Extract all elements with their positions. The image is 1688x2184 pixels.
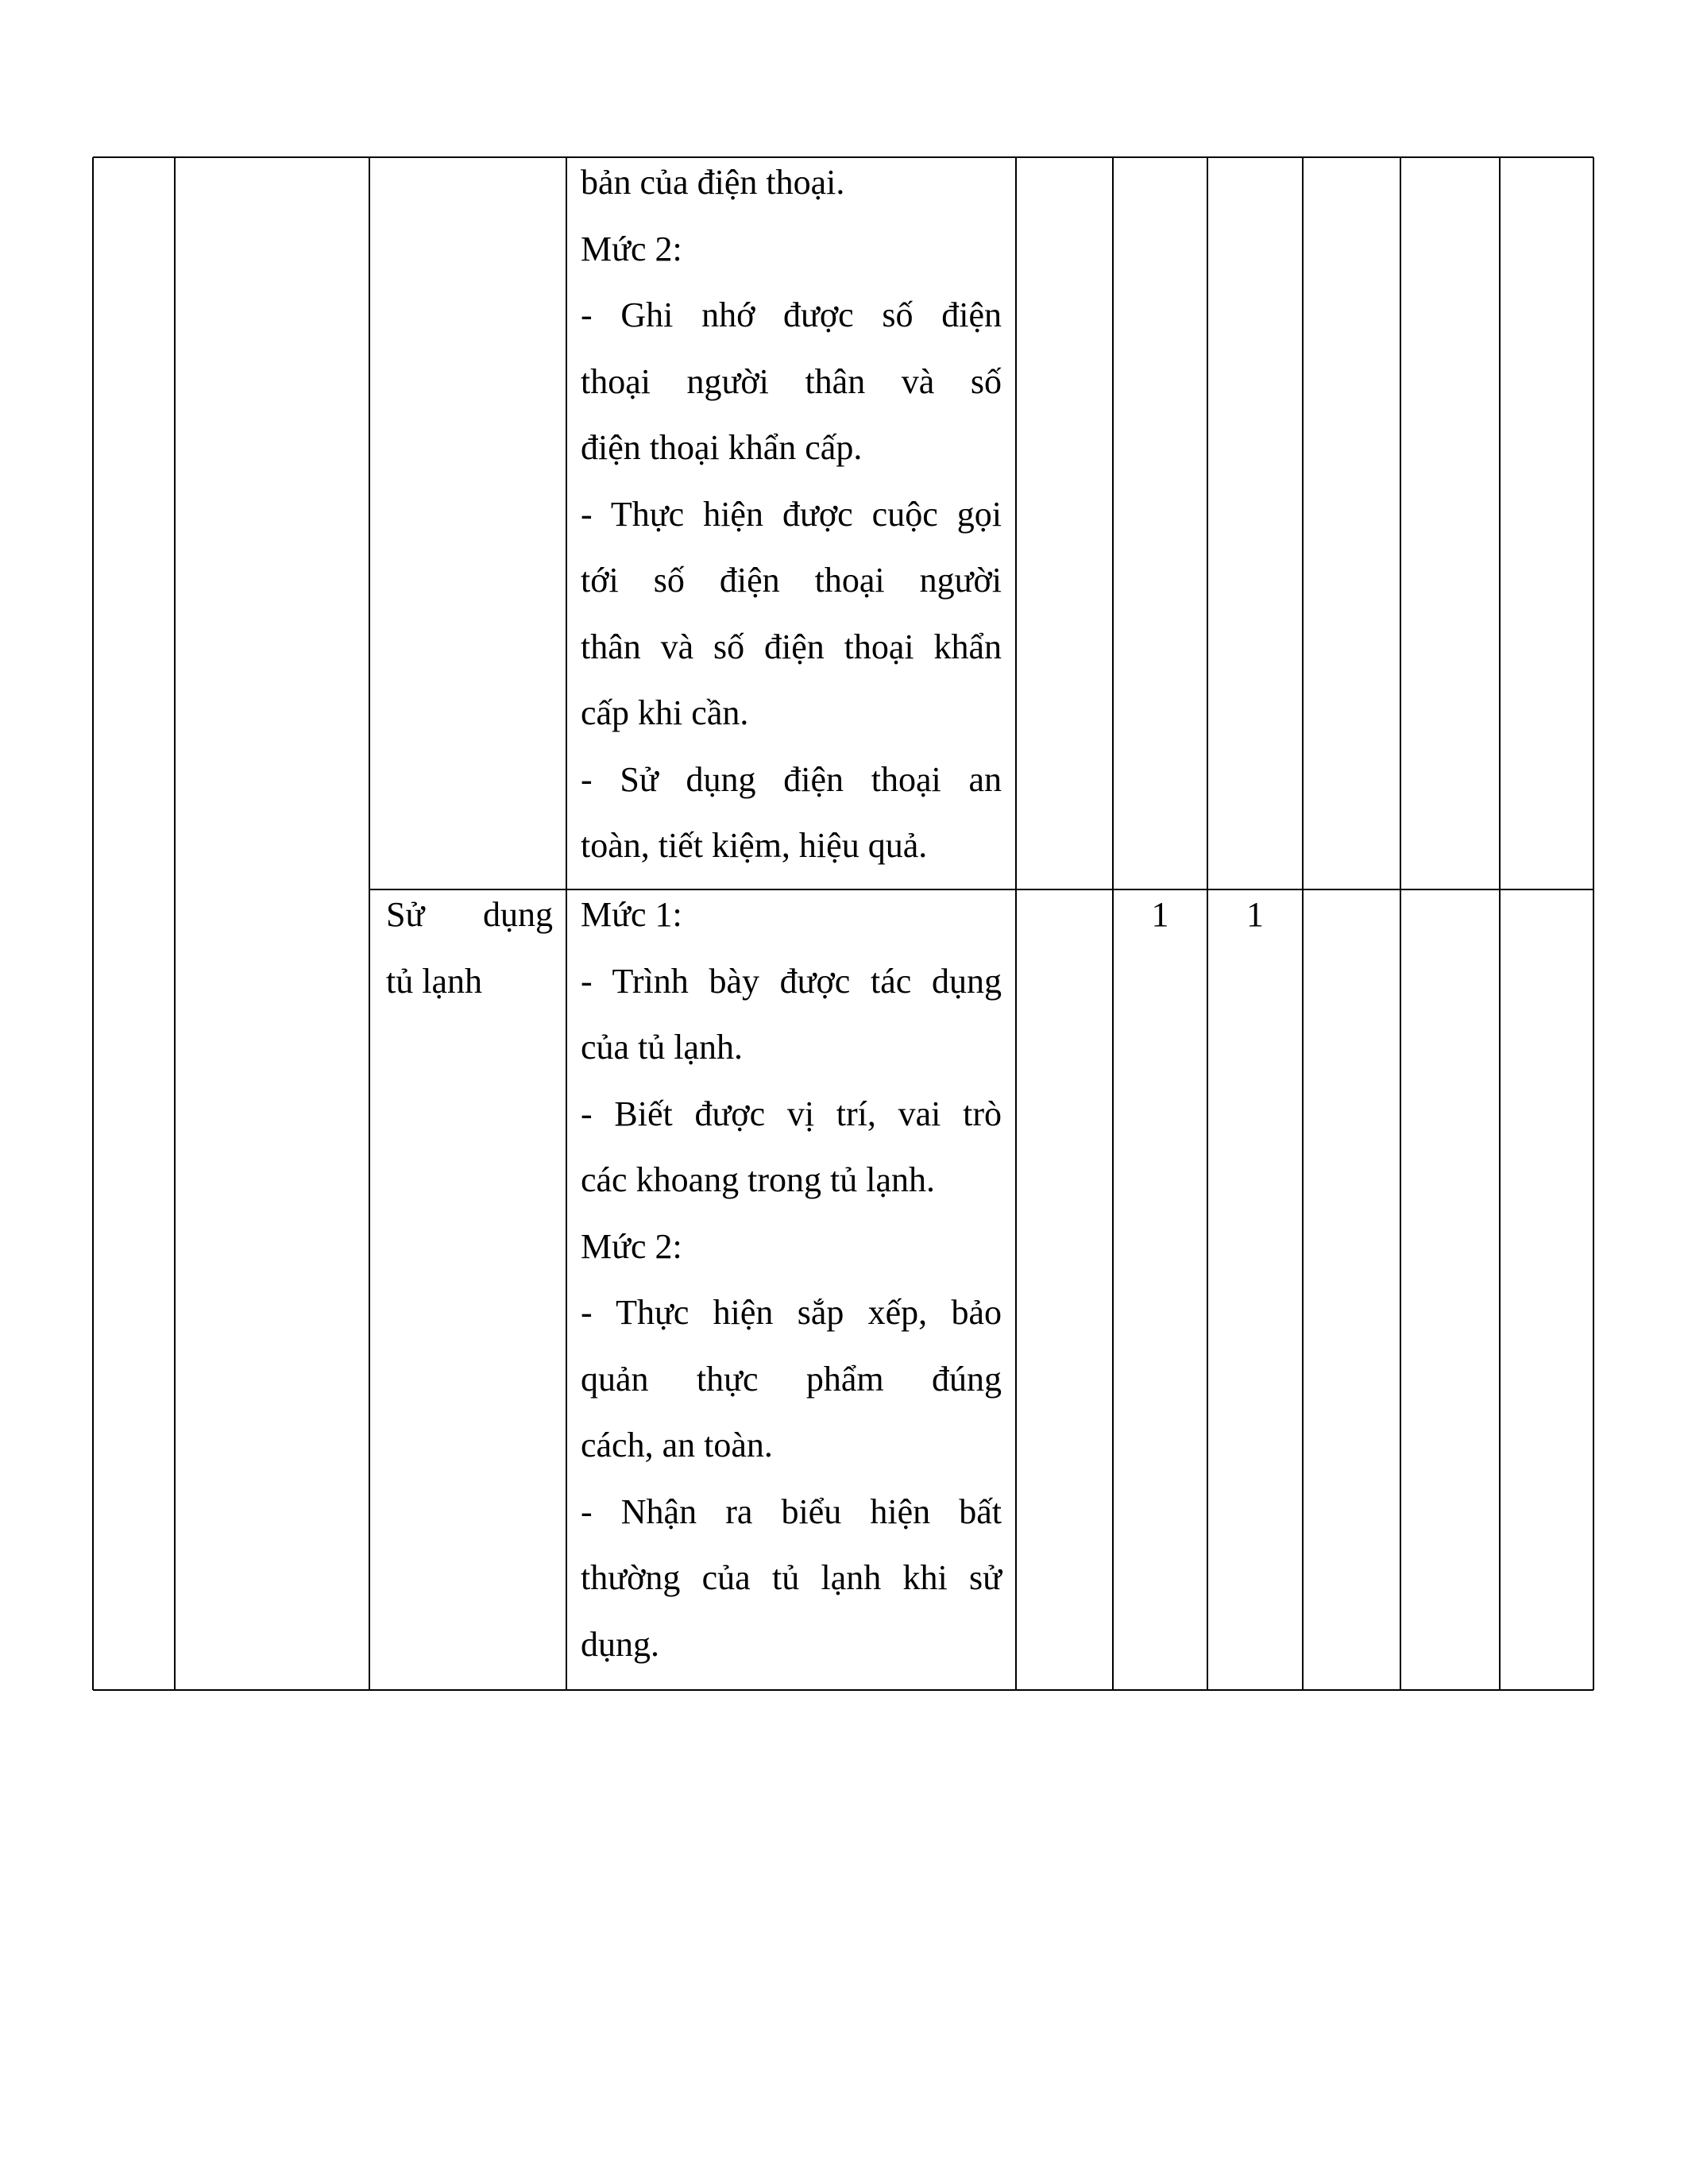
content-line: thân và số điện thoại khẩn — [581, 627, 1002, 666]
content-line: - Sử dụng điện thoại an — [581, 759, 1002, 799]
row2-topic-cell — [386, 882, 553, 1014]
content-line: điện thoại khẩn cấp. — [581, 428, 863, 467]
content-line: dụng. — [581, 1624, 659, 1664]
row1-content-cell — [581, 149, 1002, 879]
content-line: Mức 1: — [581, 895, 682, 934]
content-line: các khoang trong tủ lạnh. — [581, 1160, 935, 1199]
row2-content-cell — [581, 882, 1002, 1677]
content-line: quản thực phẩm đúng — [581, 1359, 1002, 1399]
content-line: - Biết được vị trí, vai trò — [581, 1094, 1002, 1133]
content-line: của tủ lạnh. — [581, 1028, 744, 1067]
content-line: thoại người thân và số — [581, 361, 1002, 401]
content-line: tới số điện thoại người — [581, 561, 1002, 600]
content-line: cấp khi cần. — [581, 693, 749, 732]
content-line: toàn, tiết kiệm, hiệu quả. — [581, 826, 928, 865]
content-line: - Ghi nhớ được số điện — [581, 295, 1002, 334]
row2-count-col-c: 1 — [1246, 895, 1264, 934]
content-line: - Nhận ra biểu hiện bất — [581, 1491, 1002, 1531]
row2-count-col-b: 1 — [1151, 895, 1169, 934]
content-line: thường của tủ lạnh khi sử — [581, 1558, 1002, 1597]
content-line: Mức 2: — [581, 229, 682, 268]
content-line: Mức 2: — [581, 1226, 682, 1266]
topic-line: Sử dụng — [386, 895, 553, 934]
content-line: - Trình bày được tác dụng — [581, 961, 1002, 1001]
topic-line: tủ lạnh — [386, 961, 482, 1001]
content-line: bản của điện thoại. — [581, 163, 845, 202]
content-line: - Thực hiện sắp xếp, bảo — [581, 1293, 1002, 1332]
content-line: - Thực hiện được cuộc gọi — [581, 494, 1002, 534]
content-line: cách, an toàn. — [581, 1426, 773, 1464]
